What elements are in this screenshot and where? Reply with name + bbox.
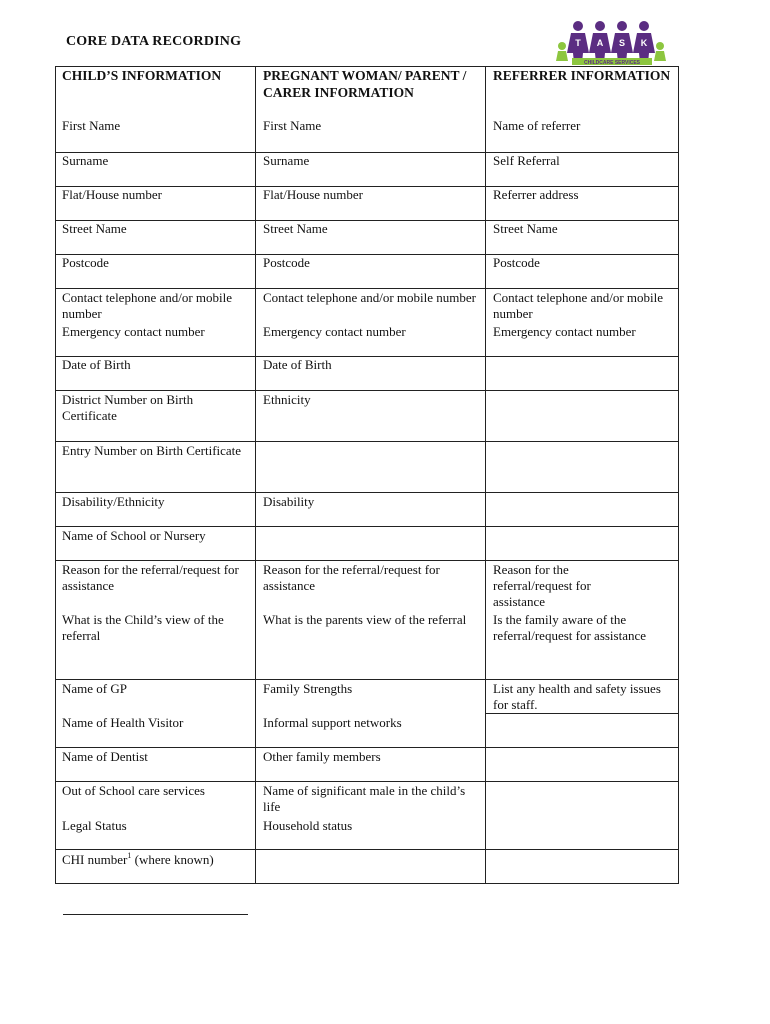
logo-caption: CHILDCARE SERVICES [583,60,641,66]
logo-letter: T [575,38,581,48]
field-label: Contact telephone and/or mobile number [62,290,233,321]
field-label: Reason for the referral/request for assistance [493,562,591,609]
field-label: Name of GP [62,681,127,696]
field-label: CHI number [62,852,128,867]
field-label: Informal support networks [263,715,402,730]
logo-figures-icon [556,21,666,63]
field-label: Date of Birth [62,357,131,372]
field-label: Out of School care services [62,783,205,798]
field-label: Emergency contact number [62,324,205,339]
field-label: Postcode [493,255,540,270]
chi-suffix: (where known) [131,852,214,867]
field-label: Street Name [263,221,328,236]
header-referrer-information: REFERRER INFORMATION [493,68,671,83]
logo-letter: S [618,38,626,48]
field-label: Disability/Ethnicity [62,494,165,509]
field-label: First Name [62,118,121,133]
field-label: Flat/House number [263,187,364,202]
field-label: Flat/House number [62,187,163,202]
field-label: Contact telephone and/or mobile number [493,290,664,321]
field-label: Emergency contact number [263,324,406,339]
field-label: Is the family aware of the referral/request for assistance [493,612,647,643]
field-label: Self Referral [493,153,560,168]
field-label: Ethnicity [263,392,311,407]
childcare-services-logo [556,18,666,68]
field-label: Postcode [263,255,310,270]
field-label: Contact telephone and/or mobile number [263,290,476,305]
document-title: CORE DATA RECORDING [66,34,242,49]
field-label: Date of Birth [263,357,332,372]
field-label: Entry Number on Birth Certificate [62,443,242,458]
field-label: Street Name [62,221,127,236]
field-label: Reason for the referral/request for assistance [263,562,440,593]
logo-letter: A [596,38,604,48]
field-label: District Number on Birth Certificate [62,392,194,423]
field-label: Emergency contact number [493,324,636,339]
field-label: Household status [263,818,353,833]
header-parent-carer-information: PREGNANT WOMAN/ PARENT / CARER INFORMATION [263,68,467,100]
header-child-information: CHILD’S INFORMATION [62,68,222,83]
field-label: What is the Child’s view of the referral [62,612,224,643]
field-label: First Name [263,118,322,133]
field-label: Disability [263,494,315,509]
field-label: List any health and safety issues for staff. [493,681,661,712]
logo-letter: K [640,38,648,48]
field-label: Surname [62,153,109,168]
field-label: Name of significant male in the child’s life [263,783,466,814]
field-label: Name of referrer [493,118,581,133]
field-label: What is the parents view of the referral [263,612,467,627]
footnote-separator [63,914,248,915]
field-label: Name of Dentist [62,749,148,764]
field-label: Street Name [493,221,558,236]
field-label: Referrer address [493,187,579,202]
field-label: Name of Health Visitor [62,715,184,730]
field-label: Surname [263,153,310,168]
field-label: Legal Status [62,818,127,833]
field-label: Other family members [263,749,381,764]
field-label: Postcode [62,255,109,270]
field-label: Name of School or Nursery [62,528,206,543]
chi-number-label [56,852,256,868]
footnote-marker: 1 [127,850,132,860]
field-label: Reason for the referral/request for assistance [62,562,239,593]
field-label: Family Strengths [263,681,353,696]
